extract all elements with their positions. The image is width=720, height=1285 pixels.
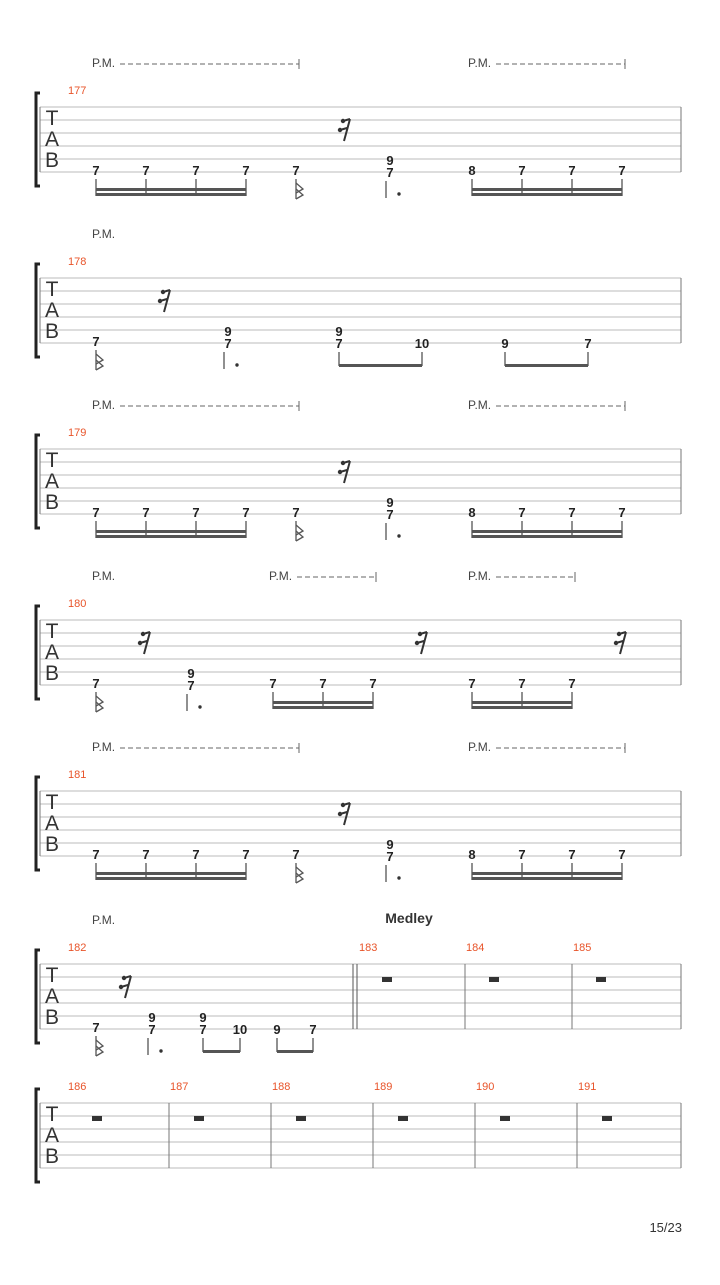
tab-clef-letter: T bbox=[45, 620, 59, 643]
tab-note-chord: 7 bbox=[224, 336, 232, 351]
tab-note: 8 bbox=[468, 847, 476, 862]
tab-note: 7 bbox=[335, 336, 343, 351]
tab-note: 7 bbox=[92, 847, 100, 862]
measure-number: 182 bbox=[68, 942, 87, 954]
tab-note: 7 bbox=[518, 163, 526, 178]
tab-note-chord: 7 bbox=[386, 165, 394, 180]
tab-clef-letter: T bbox=[45, 964, 59, 987]
rest-dot bbox=[138, 641, 142, 645]
measure-number: 178 bbox=[68, 256, 87, 268]
system-bracket bbox=[36, 950, 40, 1043]
tab-note: 7 bbox=[192, 505, 200, 520]
tab-note: 7 bbox=[92, 1020, 100, 1035]
tab-note: 7 bbox=[92, 163, 100, 178]
tab-note: 7 bbox=[568, 676, 576, 691]
system-bracket bbox=[36, 606, 40, 699]
system-bracket bbox=[36, 264, 40, 357]
tab-clef-letter: B bbox=[44, 1145, 60, 1168]
tab-clef-letter: B bbox=[44, 662, 60, 685]
tab-note: 7 bbox=[242, 163, 250, 178]
rest-dot bbox=[341, 803, 345, 807]
beam bbox=[277, 1050, 313, 1053]
dot bbox=[159, 1049, 162, 1052]
tab-clef-letter: A bbox=[44, 1124, 60, 1147]
tab-note: 7 bbox=[568, 163, 576, 178]
tab-note: 8 bbox=[468, 163, 476, 178]
beam bbox=[472, 872, 622, 875]
tab-note: 8 bbox=[468, 505, 476, 520]
tab-note-chord: 7 bbox=[386, 849, 394, 864]
whole-rest bbox=[92, 1116, 102, 1121]
tab-clef-letter: A bbox=[44, 128, 60, 151]
tab-note: 7 bbox=[468, 676, 476, 691]
tab-clef-letter: T bbox=[45, 1103, 59, 1126]
tab-note: 7 bbox=[199, 1022, 207, 1037]
palm-mute-label: P.M. bbox=[92, 227, 116, 241]
measure-number: 179 bbox=[68, 427, 87, 439]
beam bbox=[472, 535, 622, 538]
tab-clef-letter: T bbox=[45, 791, 59, 814]
tab-note-chord: 9 bbox=[386, 495, 394, 510]
tab-note: 7 bbox=[92, 334, 100, 349]
beam bbox=[96, 530, 246, 533]
tab-note: 9 bbox=[199, 1010, 207, 1025]
tab-note: 7 bbox=[142, 163, 150, 178]
note-flag bbox=[296, 525, 303, 541]
note-flag bbox=[96, 696, 103, 712]
tab-note: 7 bbox=[584, 336, 592, 351]
note-flag bbox=[96, 354, 103, 370]
measure-number: 184 bbox=[466, 942, 485, 954]
whole-rest bbox=[602, 1116, 612, 1121]
tab-note: 7 bbox=[192, 847, 200, 862]
measure-number: 177 bbox=[68, 85, 87, 97]
tab-note-chord: 9 bbox=[148, 1010, 156, 1025]
dot bbox=[235, 363, 238, 366]
measure-number: 188 bbox=[272, 1081, 291, 1093]
beam bbox=[339, 364, 422, 367]
beam bbox=[505, 364, 588, 367]
tab-note-chord: 9 bbox=[386, 153, 394, 168]
tab-clef-letter: B bbox=[44, 833, 60, 856]
measure-number: 191 bbox=[578, 1081, 597, 1093]
tab-note: 7 bbox=[292, 847, 300, 862]
page-number: 15/23 bbox=[649, 1220, 682, 1235]
rest-dot bbox=[141, 632, 145, 636]
measure-number: 183 bbox=[359, 942, 378, 954]
tab-note: 7 bbox=[142, 847, 150, 862]
palm-mute-label: P.M. bbox=[468, 740, 492, 754]
whole-rest bbox=[596, 977, 606, 982]
rest-dot bbox=[338, 128, 342, 132]
tab-note: 7 bbox=[518, 847, 526, 862]
whole-rest bbox=[296, 1116, 306, 1121]
measure-number: 190 bbox=[476, 1081, 495, 1093]
tab-note: 9 bbox=[501, 336, 509, 351]
measure-number: 187 bbox=[170, 1081, 189, 1093]
tab-clef-letter: A bbox=[44, 812, 60, 835]
beam bbox=[96, 188, 246, 191]
palm-mute-label: P.M. bbox=[269, 569, 293, 583]
note-flag bbox=[296, 867, 303, 883]
tab-clef-letter: B bbox=[44, 149, 60, 172]
tab-note: 7 bbox=[369, 676, 377, 691]
tab-note: 7 bbox=[618, 163, 626, 178]
measure-number: 186 bbox=[68, 1081, 87, 1093]
tab-note: 7 bbox=[618, 847, 626, 862]
tab-clef-letter: A bbox=[44, 641, 60, 664]
tab-note: 7 bbox=[568, 847, 576, 862]
rest-dot bbox=[119, 985, 123, 989]
tab-clef-letter: A bbox=[44, 985, 60, 1008]
tab-note: 10 bbox=[414, 336, 430, 351]
measure-number: 180 bbox=[68, 598, 87, 610]
rest-dot bbox=[415, 641, 419, 645]
tab-note: 7 bbox=[618, 505, 626, 520]
tab-clef-letter: A bbox=[44, 299, 60, 322]
tab-note: 7 bbox=[142, 505, 150, 520]
palm-mute-label: P.M. bbox=[468, 56, 492, 70]
palm-mute-label: P.M. bbox=[92, 56, 116, 70]
beam bbox=[472, 188, 622, 191]
rest-dot bbox=[338, 470, 342, 474]
tab-clef-letter: T bbox=[45, 449, 59, 472]
beam bbox=[472, 530, 622, 533]
beam bbox=[472, 877, 622, 880]
measure-number: 189 bbox=[374, 1081, 393, 1093]
dot bbox=[397, 192, 400, 195]
whole-rest bbox=[398, 1116, 408, 1121]
tab-note: 7 bbox=[309, 1022, 317, 1037]
tab-clef-letter: T bbox=[45, 107, 59, 130]
beam bbox=[96, 872, 246, 875]
rest-dot bbox=[418, 632, 422, 636]
palm-mute-label: P.M. bbox=[92, 398, 116, 412]
tab-note: 9 bbox=[273, 1022, 281, 1037]
dot bbox=[397, 876, 400, 879]
tab-note-chord: 7 bbox=[148, 1022, 156, 1037]
tab-note: 7 bbox=[568, 505, 576, 520]
rest-dot bbox=[158, 299, 162, 303]
beam bbox=[96, 535, 246, 538]
tab-note-chord: 7 bbox=[187, 678, 195, 693]
palm-mute-label: P.M. bbox=[468, 569, 492, 583]
rest-dot bbox=[161, 290, 165, 294]
tab-note: 9 bbox=[335, 324, 343, 339]
palm-mute-label: P.M. bbox=[468, 398, 492, 412]
tab-clef-letter: B bbox=[44, 320, 60, 343]
tab-note: 7 bbox=[192, 163, 200, 178]
tab-clef-letter: T bbox=[45, 278, 59, 301]
tab-note: 7 bbox=[518, 505, 526, 520]
tab-note: 7 bbox=[269, 676, 277, 691]
palm-mute-label: P.M. bbox=[92, 740, 116, 754]
tab-note: 7 bbox=[242, 505, 250, 520]
tab-clef-letter: B bbox=[44, 491, 60, 514]
whole-rest bbox=[382, 977, 392, 982]
rest-dot bbox=[614, 641, 618, 645]
tab-note: 7 bbox=[292, 505, 300, 520]
palm-mute-label: P.M. bbox=[92, 569, 116, 583]
system-bracket bbox=[36, 93, 40, 186]
beam bbox=[96, 193, 246, 196]
rest-dot bbox=[122, 976, 126, 980]
dot bbox=[198, 705, 201, 708]
rest-dot bbox=[341, 461, 345, 465]
tab-note: 7 bbox=[92, 505, 100, 520]
tab-clef-letter: A bbox=[44, 470, 60, 493]
tab-note: 10 bbox=[232, 1022, 248, 1037]
tab-note: 7 bbox=[518, 676, 526, 691]
whole-rest bbox=[194, 1116, 204, 1121]
tab-note: 7 bbox=[292, 163, 300, 178]
tab-note-chord: 9 bbox=[224, 324, 232, 339]
system-bracket bbox=[36, 435, 40, 528]
whole-rest bbox=[489, 977, 499, 982]
whole-rest bbox=[500, 1116, 510, 1121]
beam bbox=[203, 1050, 240, 1053]
dot bbox=[397, 534, 400, 537]
tab-note-chord: 9 bbox=[386, 837, 394, 852]
tab-note-chord: 9 bbox=[187, 666, 195, 681]
palm-mute-label: P.M. bbox=[92, 913, 116, 927]
beam bbox=[96, 877, 246, 880]
measure-number: 185 bbox=[573, 942, 592, 954]
tab-note: 7 bbox=[242, 847, 250, 862]
rest-dot bbox=[617, 632, 621, 636]
beam bbox=[472, 193, 622, 196]
note-flag bbox=[96, 1040, 103, 1056]
system-bracket bbox=[36, 777, 40, 870]
tab-clef-letter: B bbox=[44, 1006, 60, 1029]
rest-dot bbox=[338, 812, 342, 816]
measure-number: 181 bbox=[68, 769, 87, 781]
tab-note: 7 bbox=[319, 676, 327, 691]
system-bracket bbox=[36, 1089, 40, 1182]
tab-note: 7 bbox=[92, 676, 100, 691]
rest-dot bbox=[341, 119, 345, 123]
section-label: Medley bbox=[385, 910, 433, 926]
note-flag bbox=[296, 183, 303, 199]
tab-note-chord: 7 bbox=[386, 507, 394, 522]
